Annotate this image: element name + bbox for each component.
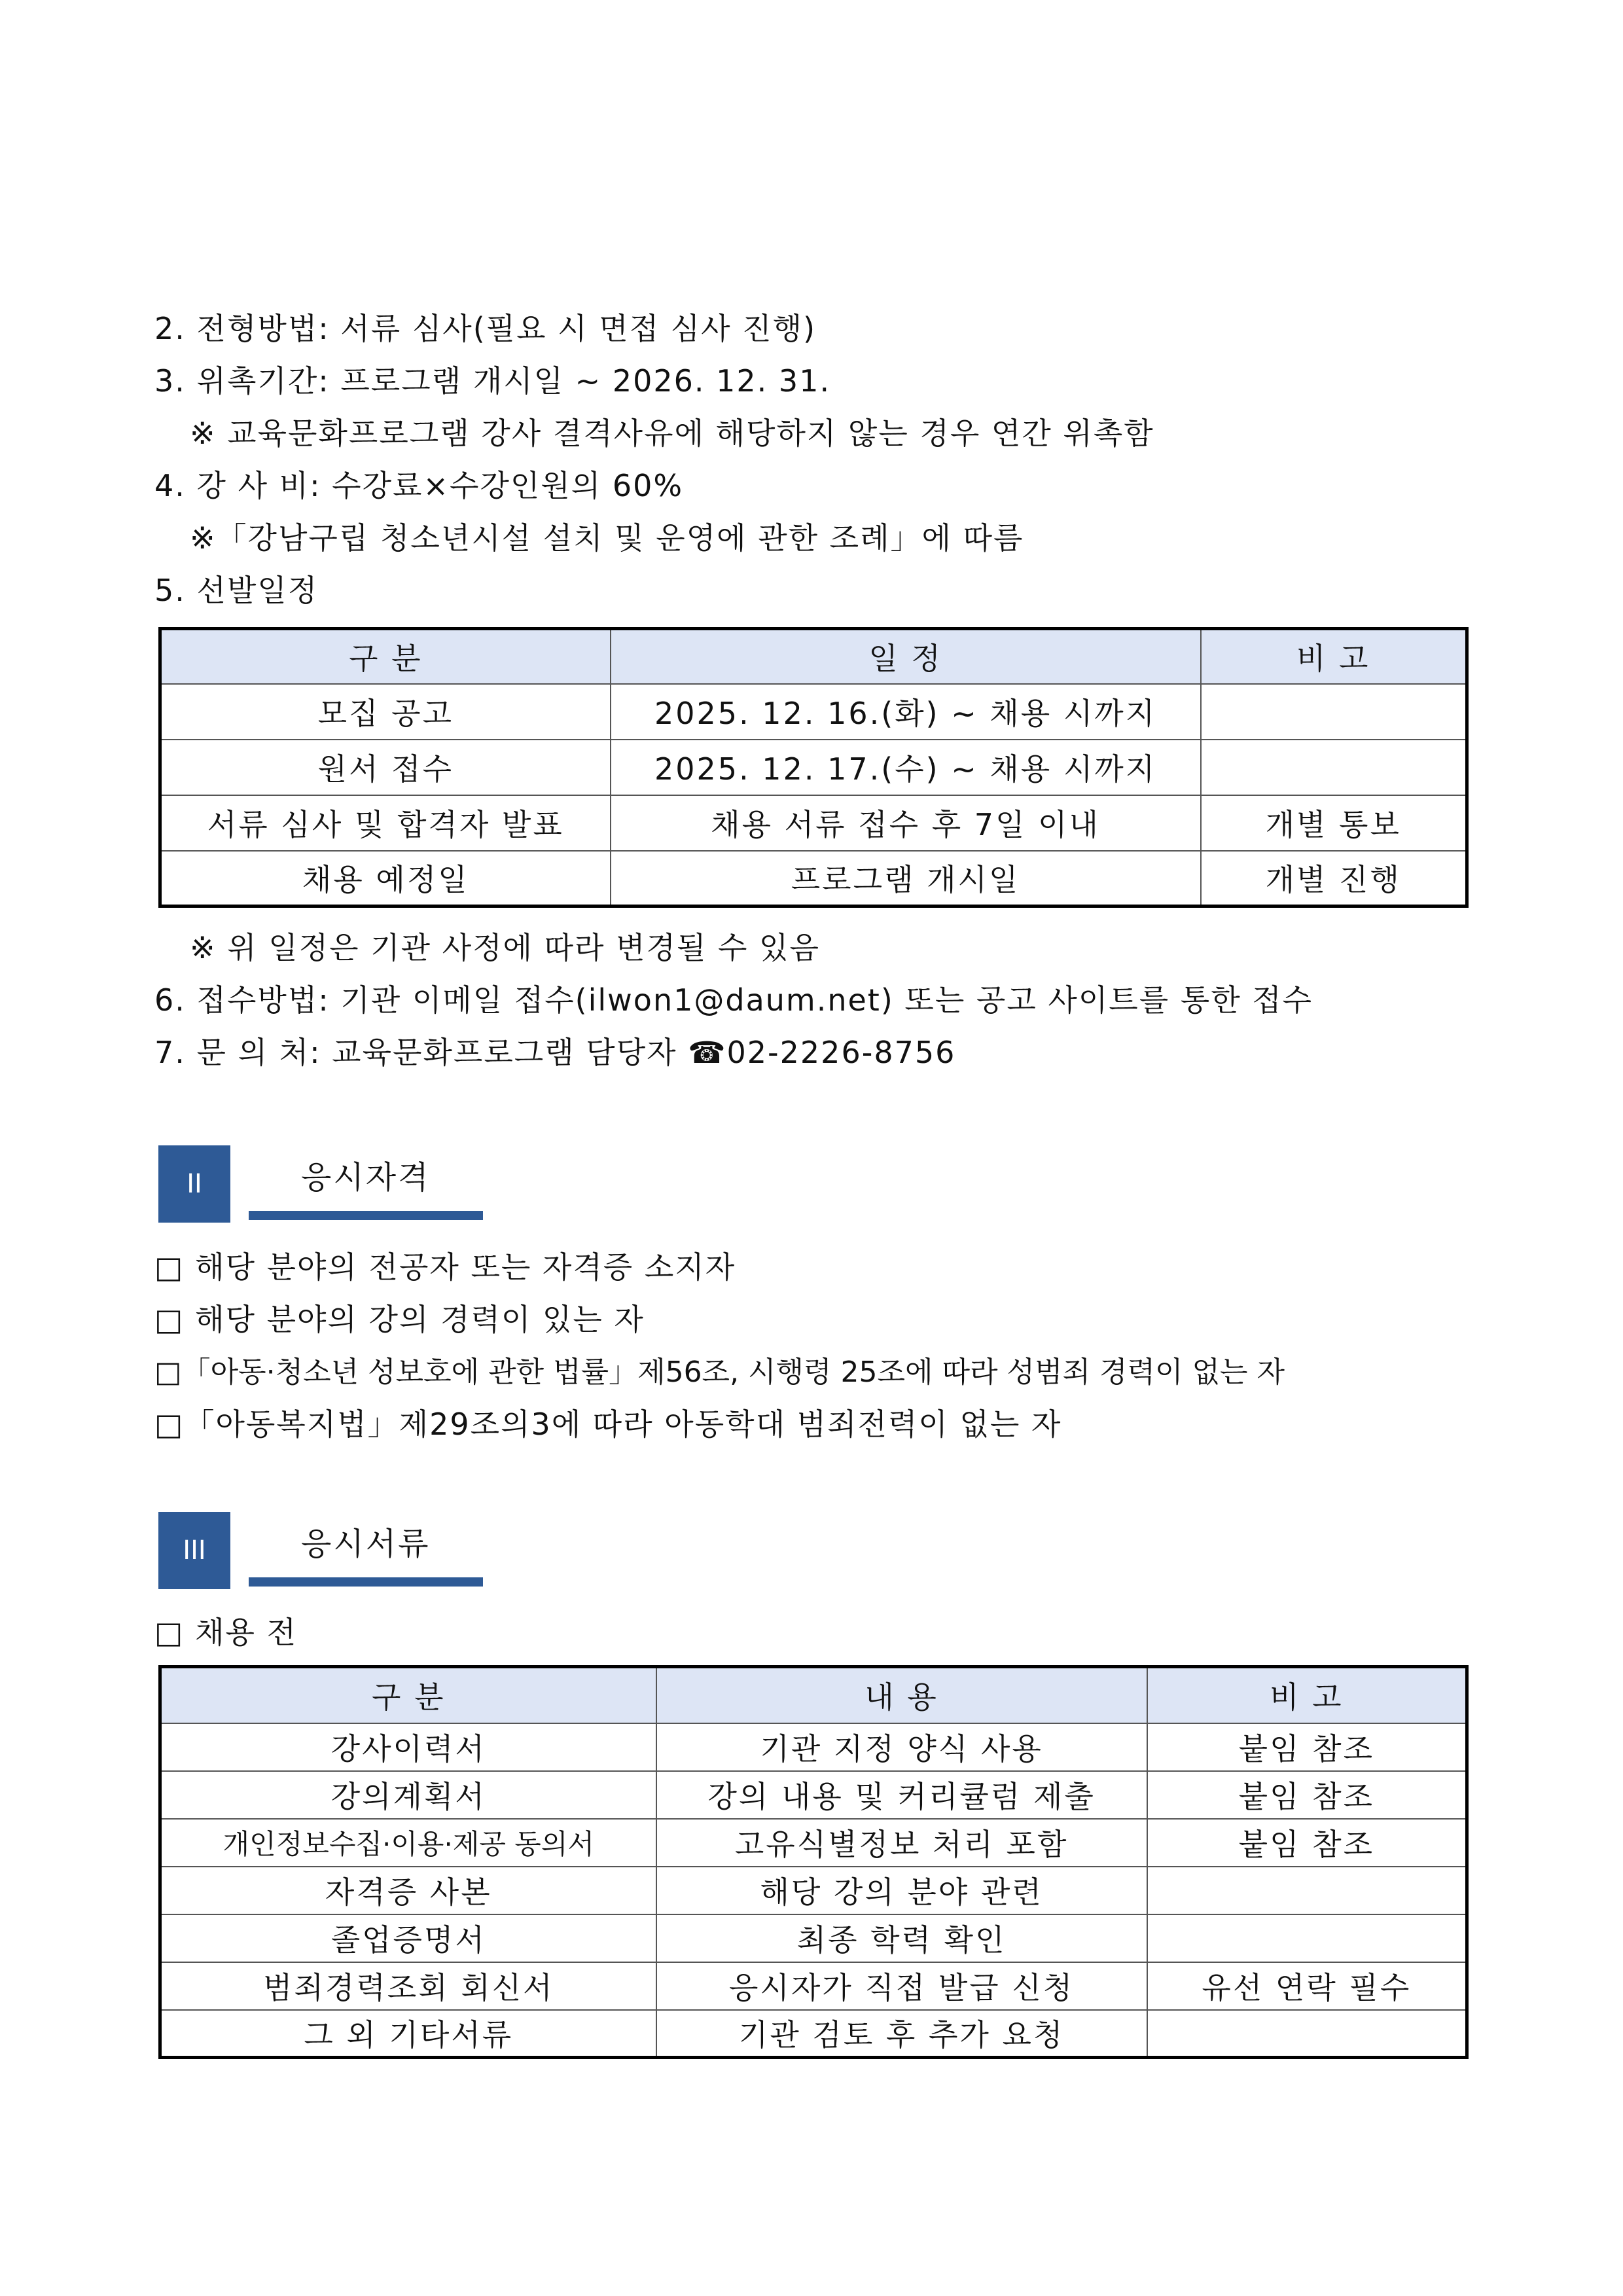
table-row [160, 795, 1467, 851]
table-cell: 채용 예정일 [160, 851, 611, 906]
table-cell: 강의계획서 [160, 1771, 656, 1819]
table-cell [1147, 1914, 1467, 1962]
table-cell: 자격증 사본 [160, 1867, 656, 1914]
header-cell: 비 고 [1201, 629, 1467, 684]
section-number-badge: II [158, 1145, 230, 1223]
table-row [160, 2010, 1467, 2058]
table-cell [1147, 1867, 1467, 1914]
note-term: ※ 교육문화프로그램 강사 결격사유에 해당하지 않는 경우 연간 위촉함 [190, 416, 1154, 451]
list-item: □ 해당 분야의 전공자 또는 자격증 소지자 [154, 1249, 736, 1285]
table-cell: 해당 강의 분야 관련 [656, 1867, 1147, 1914]
section-title: 응시서류 [301, 1526, 431, 1562]
section-title: 응시자격 [301, 1159, 431, 1196]
header-cell: 비 고 [1147, 1667, 1467, 1723]
table-header-row [160, 1667, 1467, 1723]
line-fee: 4. 강 사 비: 수강료×수강인원의 60% [154, 468, 684, 503]
table-row [160, 1962, 1467, 2010]
table-cell: 그 외 기타서류 [160, 2010, 656, 2058]
table-row [160, 1819, 1467, 1867]
table-cell [1147, 2010, 1467, 2058]
documents-table [158, 1665, 1469, 2059]
table-cell: 모집 공고 [160, 684, 611, 740]
line-application: 6. 접수방법: 기관 이메일 접수(ilwon1@daum.net) 또는 공고 사이트를 통한 접수 [154, 982, 1313, 1018]
table-cell: 졸업증명서 [160, 1914, 656, 1962]
table-row [160, 1723, 1467, 1771]
table-row [160, 740, 1467, 795]
header-cell: 일 정 [611, 629, 1201, 684]
table-cell: 개별 진행 [1201, 851, 1467, 906]
table-cell: 강사이력서 [160, 1723, 656, 1771]
schedule-table [158, 627, 1469, 908]
table-cell: 개별 통보 [1201, 795, 1467, 851]
section-number-badge: III [158, 1512, 230, 1589]
table-cell: 붙임 참조 [1147, 1723, 1467, 1771]
table-cell: 개인정보수집·이용·제공 동의서 [160, 1819, 656, 1867]
table-cell: 유선 연락 필수 [1147, 1962, 1467, 2010]
table-cell: 프로그램 개시일 [611, 851, 1201, 906]
list-item: □ 해당 분야의 강의 경력이 있는 자 [154, 1302, 645, 1337]
table-cell: 원서 접수 [160, 740, 611, 795]
table-cell [1201, 684, 1467, 740]
table-row [160, 1771, 1467, 1819]
table-row [160, 684, 1467, 740]
table-row [160, 1914, 1467, 1962]
note-fee: ※「강남구립 청소년시설 설치 및 운영에 관한 조례」에 따름 [190, 520, 1024, 556]
table-cell: 응시자가 직접 발급 신청 [656, 1962, 1147, 2010]
table-cell: 서류 심사 및 합격자 발표 [160, 795, 611, 851]
table-header-row [160, 629, 1467, 684]
table-cell: 채용 서류 접수 후 7일 이내 [611, 795, 1201, 851]
table-cell: 2025. 12. 16.(화) ~ 채용 시까지 [611, 684, 1201, 740]
table-row [160, 1867, 1467, 1914]
line-selection-method: 2. 전형방법: 서류 심사(필요 시 면접 심사 진행) [154, 311, 817, 346]
list-item: □ 채용 전 [154, 1615, 298, 1650]
list-item: □「아동복지법」제29조의3에 따라 아동학대 범죄전력이 없는 자 [154, 1407, 1062, 1442]
header-cell: 내 용 [656, 1667, 1147, 1723]
table-cell [1201, 740, 1467, 795]
section-underline [249, 1211, 483, 1220]
line-contact: 7. 문 의 처: 교육문화프로그램 담당자 ☎02-2226-8756 [154, 1035, 956, 1070]
table-cell: 범죄경력조회 회신서 [160, 1962, 656, 2010]
table-cell: 기관 지정 양식 사용 [656, 1723, 1147, 1771]
table-cell: 강의 내용 및 커리큘럼 제출 [656, 1771, 1147, 1819]
note-schedule: ※ 위 일정은 기관 사정에 따라 변경될 수 있음 [190, 930, 820, 965]
line-schedule-heading: 5. 선발일정 [154, 573, 319, 608]
table-cell: 최종 학력 확인 [656, 1914, 1147, 1962]
list-item: □「아동·청소년 성보호에 관한 법률」제56조, 시행령 25조에 따라 성범죄 경력이 없는 자 [154, 1355, 1285, 1389]
line-term: 3. 위촉기간: 프로그램 개시일 ~ 2026. 12. 31. [154, 363, 831, 399]
table-cell: 기관 검토 후 추가 요청 [656, 2010, 1147, 2058]
table-cell: 2025. 12. 17.(수) ~ 채용 시까지 [611, 740, 1201, 795]
table-row [160, 851, 1467, 906]
header-cell: 구 분 [160, 1667, 656, 1723]
table-cell: 붙임 참조 [1147, 1819, 1467, 1867]
section-underline [249, 1577, 483, 1587]
header-cell: 구 분 [160, 629, 611, 684]
table-cell: 붙임 참조 [1147, 1771, 1467, 1819]
table-cell: 고유식별정보 처리 포함 [656, 1819, 1147, 1867]
